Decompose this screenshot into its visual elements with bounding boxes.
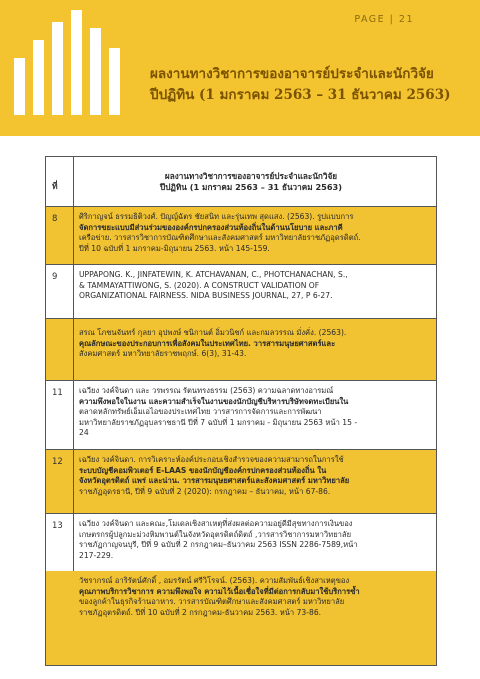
- citation-line: เกษตรกรผู้ปลูกมะม่วงหิมพานต์ในจังหวัดอุตรดิตถ์ดิตถ์ ,วารสารวิชาการมหาวิทยาลัย: [79, 529, 352, 539]
- citation-line: ORGANIZATIONAL FAIRNESS. NIDA BUSINESS JOURNAL, 27, P 6-27.: [79, 291, 333, 301]
- row-number: 13: [52, 521, 63, 531]
- row-citation: [79, 386, 424, 439]
- row-number: 11: [52, 388, 63, 398]
- row-citation: [79, 270, 424, 302]
- table-header: [46, 157, 436, 206]
- citation-line: สรณ โภชนจันทร์ กุลยา อุปพงษ์ ชนิกานต์ อิ่มวนิชก์ และกมลวรรณ มั่งคั่ง. (2563).: [79, 328, 347, 337]
- table-row: [46, 318, 436, 380]
- column-header-line: ปีปฏิทิน (1 มกราคม 2563 – 31 ธันวาคม 2563): [160, 182, 342, 192]
- page-title: [150, 64, 470, 106]
- citation-line: ราชภัฏอุตรดิตถ์. ปีที่ 10 ฉบับที่ 2 กรกฎาคม-ธันวาคม 2563. หน้า 73-86.: [79, 607, 322, 617]
- citation-line: UPPAPONG. K., JINFATEWIN, K. ATCHAVANAN, C., PHOTCHANACHAN, S.,: [79, 270, 348, 279]
- row-citation: [79, 576, 424, 618]
- citation-line: 217-229.: [79, 550, 114, 560]
- column-header-title: [86, 171, 416, 193]
- citation-line: ระบบบัญชีคอมพิวเตอร์ E-LAAS ของนักบัญชีองค์กรปกครองส่วนท้องถิ่น ใน: [79, 465, 327, 475]
- citation-line: เครือข่าย. วารสารวิชาการบัณฑิตศึกษาและสังคมศาสตร์ มหาวิทยาลัยราชภัฏอุดรดิตถ์.: [79, 233, 361, 243]
- page-number: PAGE | 21: [354, 14, 414, 25]
- citation-line: & TAMMAYATTIWONG, S. (2020). A CONSTRUCT VALIDATION OF: [79, 280, 320, 290]
- citation-line: ของลูกค้าในธุรกิจร้านอาหาร. วารสารบัณฑิตศึกษาและสังคมศาสตร์ มหาวิทยาลัย: [79, 597, 345, 607]
- page-title-line: ปีปฏิทิน (1 มกราคม 2563 – 31 ธันวาคม 2563): [150, 87, 451, 103]
- row-citation: [79, 212, 424, 254]
- row-citation: [79, 519, 424, 561]
- column-header-line: ผลงานทางวิชาการของอาจารย์ประจำและนักวิจัย: [164, 171, 338, 181]
- citation-line: ความพึงพอใจในงาน และความสำเร็จในงานของนักบัญชีบริหารบริษัทจดทะเบียนใน: [79, 396, 349, 406]
- page-title-line: ผลงานทางวิชาการของอาจารย์ประจำและนักวิจัย: [150, 66, 434, 82]
- row-number: 8: [52, 214, 58, 224]
- row-citation: [79, 328, 424, 360]
- citation-line: เฉวียง วงค์จินดา และคณะ,โมเดลเชิงสาเหตุที่ส่งผลต่อความอยู่ดีมีสุขทางการเงินของ: [79, 519, 353, 528]
- row-number: 9: [52, 272, 58, 282]
- citation-line: วัชรากรณ์ อาริรัตน์ศักดิ์ , อมรรัตน์ ศรีวิโรจน์. (2563). ความสัมพันธ์เชิงสาเหตุของ: [79, 576, 350, 585]
- citation-line: มหาวิทยาลัยราชภัฏอุบลราชธานี ปีที่ 7 ฉบับที่ 1 มกราคม - มิถุนายน 2563 หน้า 15 -: [79, 417, 358, 427]
- table-row: [46, 571, 436, 665]
- table-row: [46, 264, 436, 318]
- citation-line: สังคมศาสตร์ มหาวิทยาลัยราชพฤกษ์. 6(3), 31-43.: [79, 349, 247, 359]
- row-number: 12: [52, 457, 63, 467]
- citation-line: คุณลักษณะของประกอบการเพื่อสังคมในประเทศไทย. วารสารมนุษยศาสตร์และ: [79, 338, 336, 348]
- table-row: [46, 449, 436, 513]
- citation-line: จังหวัดอุตรดิตถ์ แพร่ และน่าน. วารสารมนุษยศาสตร์และสังคมศาสตร์ มหาวิทยาลัย: [79, 476, 350, 486]
- citation-line: จัดการขยะแบบมีส่วนร่วมขององค์กรปกครองส่วนท้องถิ่นในด้านนโยบาย และภาคี: [79, 222, 343, 232]
- citation-line: ศิริกาญจน์ ธรรมธิติวงศ์. ปัญญ์ฉัตร ชัยสนิท และรุ่นเทพ สุดแสง. (2563). รูปแบบการ: [79, 212, 354, 221]
- citation-line: ราชภัฏอุดรธานี, ปีที่ 9 ฉบับที่ 2 (2020): กรกฎาคม – ธันวาคม, หน้า 67-86.: [79, 486, 331, 496]
- column-divider: [73, 157, 74, 571]
- citation-line: คุณภาพบริการวิชาการ ความพึงพอใจ ความไว้เนื้อเชื่อใจที่มีต่อการกลับมาใช้บริการซ้ำ: [79, 586, 360, 596]
- table-row: [46, 206, 436, 264]
- table-row: [46, 513, 436, 571]
- citation-line: ปีที่ 10 ฉบับที่ 1 มกราคม-มิถุนายน 2563. หน้า 145-159.: [79, 243, 270, 253]
- citation-line: เฉวียง วงค์จินดา. การวิเคราะห์องค์ประกอบเชิงสำรวจของความสามารถในการใช้: [79, 455, 344, 464]
- citation-line: เฉวียง วงค์จินดา และ วรพรรณ รัตนทรงธรรม (2563) ความฉลาดทางอารมณ์: [79, 386, 334, 395]
- publications-table: [45, 156, 437, 666]
- column-header-no: ที่: [52, 182, 58, 192]
- bar-chart-logo: [0, 0, 140, 115]
- citation-line: ตลาดหลักทรัพย์เอ็มเอไอของประเทศไทย วารสารการจัดการและการพัฒนา: [79, 407, 322, 417]
- table-row: [46, 380, 436, 449]
- citation-line: ราชภัฏกาญจนบุรี, ปีที่ 9 ฉบับที่ 2 กรกฎาคม–ธันวาคม 2563 ISSN 2286-7589,หน้า: [79, 540, 358, 550]
- header-banner: [0, 0, 480, 136]
- citation-line: 24: [79, 428, 89, 438]
- row-citation: [79, 455, 424, 497]
